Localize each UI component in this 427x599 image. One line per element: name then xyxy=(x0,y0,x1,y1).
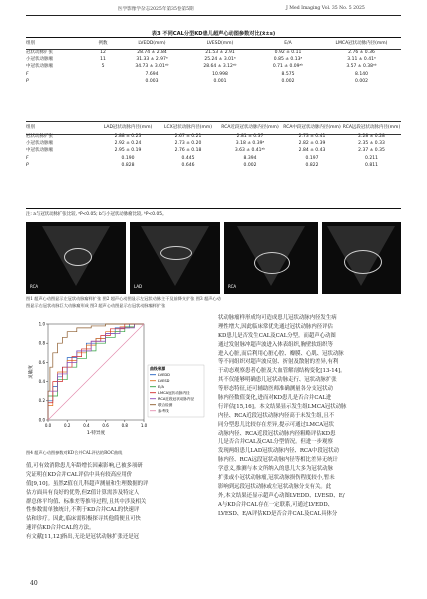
legend-entry: LVEDD xyxy=(158,373,170,377)
text-line: 等不同组织对超声波反射、折射及散射的差异,有利 xyxy=(218,359,339,366)
text-line: A与KD合并CAL存在一定联系,可通过LVEDD、 xyxy=(218,501,334,508)
roc-chart xyxy=(26,318,208,448)
roc-figure xyxy=(26,318,208,448)
text-line: KD患儿是否发生CAL及CAL分型。而超声心动图 xyxy=(218,332,336,339)
text-line: 其不仅能够明确患儿冠状动脉走行、冠状动脉扩张 xyxy=(218,377,337,384)
row-label: 冠状动脉扩张 xyxy=(26,134,53,139)
text-line: 动脉内径、RCA近段冠状动脉内径粗略评估KD患 xyxy=(218,430,336,437)
table-cell: 10.998 xyxy=(212,71,228,77)
text-line: 有文献[11,12]指出,无论是冠状动脉扩张还是冠 xyxy=(26,534,139,541)
x-tick-label: 0.6 xyxy=(102,423,109,428)
table3-part1 xyxy=(26,38,401,85)
table-cell: 0.003 xyxy=(145,78,159,84)
table-cell: 7.694 xyxy=(145,71,159,77)
table-cell: 28.64 ± 3.12ᵃᵇ xyxy=(203,64,237,70)
row-label: 中冠状动脉瘤 xyxy=(26,64,53,70)
x-tick-label: 0.8 xyxy=(121,423,128,428)
table-cell: 2.95 ± 0.19 xyxy=(114,148,142,154)
table-cell: 2.37 ± 0.35 xyxy=(358,148,385,154)
row-label: 冠状动脉扩张 xyxy=(26,50,53,55)
x-tick-label: 0.4 xyxy=(83,423,90,428)
legend-entry: RCA近段冠状动脉内径 xyxy=(158,397,195,401)
table-cell: 8.140 xyxy=(355,71,368,77)
figure1-echo-image xyxy=(26,222,126,294)
table-cell: 2.84 ± 0.43 xyxy=(298,148,326,154)
table-cell: 2.92 ± 0.24 xyxy=(114,141,142,147)
row-label: 小冠状动脉瘤 xyxy=(26,141,53,147)
figure2-tag: LAD xyxy=(134,284,143,289)
table-row xyxy=(26,162,401,169)
table-cell xyxy=(88,71,118,78)
x-tick-label: 0.2 xyxy=(64,423,71,428)
table-cell: 3.63 ± 0.41ᵃᵇ xyxy=(234,148,266,154)
table-cell: 3.18 ± 0.39ᵃ xyxy=(235,141,265,147)
row-label: F xyxy=(26,155,29,161)
table-cell: 0.211 xyxy=(365,155,378,161)
text-line: 估方面具有良好的优势,但Z值计算需涉及特定人 xyxy=(26,489,140,496)
text-line: 扩张或小冠状动脉瘤,冠状动脉损伤程度较小,暂未 xyxy=(218,475,335,482)
col-header: LMCA冠状动脉内径(mm) xyxy=(335,41,388,46)
col-header: 例数 xyxy=(98,41,108,46)
table-cell: 2.76 ± 0.18 xyxy=(174,148,202,154)
legend-entry: LVESD xyxy=(158,379,170,383)
y-tick-label: 0.8 xyxy=(38,340,45,346)
table3-caption: 表3 不同CAL分型KD患儿超声心动图参数对比(x̄±s) xyxy=(151,31,276,37)
y-axis-label: 灵敏度 xyxy=(29,365,34,379)
text-line: 通过发射脉冲超声波进入体表组织,胸壁软组织等 xyxy=(218,341,333,348)
text-line: 同分型患儿比较存在差异,提示可通过LMCA冠状 xyxy=(218,421,334,428)
row-label: 中冠状动脉瘤 xyxy=(26,148,53,154)
header-rule xyxy=(26,15,401,16)
x-tick-label: 0.0 xyxy=(44,423,52,428)
text-line: 于动态观察患者心脏及大血管解剖结构变化[13-14]。 xyxy=(218,368,346,375)
col-header: LVEDD(mm) xyxy=(138,41,166,46)
table-cell xyxy=(88,78,118,85)
left-column-text xyxy=(26,462,211,542)
x-tick-label: 1.0 xyxy=(140,423,148,428)
table-cell: 25.24 ± 3.01ᵃ xyxy=(204,57,236,63)
figure1-tag: RCA xyxy=(30,284,39,289)
text-line: 值,可有效消除患儿年龄增长因素影响,已被多项研 xyxy=(26,463,143,469)
table-cell: 21.53 ± 2.91 xyxy=(205,50,235,55)
table-row xyxy=(26,49,401,56)
table-note: 注: a与冠状动脉扩张比较, ᵃP<0.05; b与小冠状动脉瘤比较, ᵇP<0.05。 xyxy=(26,212,167,217)
x-axis-label: 1-特异度 xyxy=(86,431,106,436)
table-row xyxy=(26,155,401,162)
table-header-row xyxy=(26,38,401,49)
row-label: F xyxy=(26,71,29,77)
y-tick-label: 1.0 xyxy=(38,321,45,327)
table-row xyxy=(26,140,401,147)
col-header: LCX冠状动脉内径(mm) xyxy=(163,125,212,130)
text-line: LVESD、E/A评估KD是否合并CAL及CAL具体分 xyxy=(218,510,338,517)
running-header-right: J Med Imaging Vol. 35 No. 5 2025 xyxy=(286,6,365,11)
y-tick-label: 0.4 xyxy=(38,379,45,384)
table-cell: 0.190 xyxy=(121,155,135,161)
text-line: 学意义,推测与本文所纳入的患儿大多为冠状动脉 xyxy=(218,466,333,473)
table-cell: 0.445 xyxy=(181,155,195,161)
col-header: E/A xyxy=(284,41,292,46)
table-cell: 8.575 xyxy=(281,71,295,77)
table-cell: 2.28 ± 0.28 xyxy=(358,134,385,139)
running-header-left: 医学影像学杂志2025年第35卷第5期 xyxy=(118,7,194,12)
table-row xyxy=(26,71,401,78)
text-line: 等形态特征,还可辅助医师准确测量各分支冠状动 xyxy=(218,386,333,393)
table-cell: 0.71 ± 0.09ᵃᵇ xyxy=(272,64,304,70)
figure3-echo-image xyxy=(224,222,318,294)
table-cell: 2.88 ± 0.23 xyxy=(114,134,142,139)
text-line: 脉内径数值变化,进而对KD患儿是否合并CAL进 xyxy=(218,395,332,402)
table-cell: 0.002 xyxy=(243,162,257,168)
y-tick-label: 0.2 xyxy=(38,398,45,404)
text-line: 行评估[15,16]。本文结果显示发生组LMCA冠状动脉 xyxy=(218,403,347,410)
table-cell: 34.73 ± 3.01ᵃᵇ xyxy=(135,64,169,70)
table-cell: 0.001 xyxy=(213,78,227,84)
text-line: 进入心脏,而后利用心脏心腔、瓣膜、心肌、冠状动脉 xyxy=(218,350,344,357)
table-cell: 2.73 ± 0.41 xyxy=(298,134,326,139)
table-cell: 5 xyxy=(101,64,105,70)
table-cell: 31.33 ± 2.97ᵃ xyxy=(136,57,168,63)
table-cell: 2.82 ± 0.39 xyxy=(298,141,326,147)
y-tick-label: 0.0 xyxy=(38,417,45,423)
table3-part2 xyxy=(26,122,401,169)
y-tick-label: 0.6 xyxy=(38,359,45,365)
page-number: 40 xyxy=(30,580,38,587)
col-header: 组别 xyxy=(26,125,35,130)
table-cell: 0.002 xyxy=(355,78,368,84)
text-line: 究证明在KD合并CAL评估中具有较高应用价 xyxy=(26,471,133,478)
text-line: 估和诊疗。因此,临床需积极探寻其他简便且可快 xyxy=(26,516,141,523)
col-header: RCA近段冠状动脉内径(mm) xyxy=(221,125,279,130)
legend-entry: LMCA冠状动脉内径 xyxy=(158,391,190,395)
table-cell: 3.57 ± 0.38ᵃᵇ xyxy=(346,64,377,70)
table-header-rule xyxy=(26,134,401,135)
table-cell: 28.74 ± 2.84 xyxy=(137,50,167,55)
text-line: 外,本文结果还显示超声心动图LVEDD、LVESD、E/ xyxy=(218,492,345,499)
figure3b-echo-image xyxy=(322,222,401,294)
text-line: 速评估KD合并CAL的方法。 xyxy=(26,525,95,532)
text-line: 状动脉瘤样形成均可造成患儿冠状动脉内径发生病 xyxy=(218,315,337,321)
table-header-row xyxy=(26,122,401,133)
legend-entry: 参考线 xyxy=(158,409,169,413)
text-line: 值[9,10]。虽然Z值在儿科超声测量和生理数据的评 xyxy=(26,480,149,487)
text-line: 内径、RCA近段冠状动脉内径高于未发生组,且不 xyxy=(218,412,335,419)
table-cell: 0.646 xyxy=(181,162,195,168)
table-cell: 12 xyxy=(100,50,106,55)
text-line: 性参数需单独统计,不利于KD合并CAL的快速评 xyxy=(26,507,140,514)
right-column-text xyxy=(218,314,403,518)
table-cell: 2.67 ± 0.21 xyxy=(174,134,202,139)
table-row xyxy=(26,63,401,70)
col-header: LAD冠状动脉内径(mm) xyxy=(103,125,153,130)
legend-entry: 联合检测 xyxy=(158,403,173,407)
table-cell: 0.92 ± 0.11 xyxy=(274,50,302,55)
col-header: LVESD(mm) xyxy=(206,41,234,46)
row-label: P xyxy=(26,162,29,168)
text-line: 理性增大,因此临床常优先通过冠状动脉内径评估 xyxy=(218,323,333,330)
table-cell: 0.197 xyxy=(305,155,319,161)
table-cell: 0.822 xyxy=(305,162,319,168)
table-cell: 0.85 ± 0.13ᵃ xyxy=(273,57,303,63)
table-bottom-rule xyxy=(26,208,401,209)
table-cell: 0.828 xyxy=(121,162,135,168)
text-line: 群总体平均值、标准差等推导过程,且其中涉及相关 xyxy=(26,498,147,505)
figure2-echo-image xyxy=(130,222,220,294)
col-header: RCA中段冠状动脉内径(mm) xyxy=(283,125,341,130)
table-header-rule xyxy=(26,49,401,50)
table-cell: 11 xyxy=(100,57,106,63)
figures-caption-line2: 图显示右冠状动脉巨大动脉瘤形成 图3 超声心动图显示右冠状动脉瘤样扩张 xyxy=(26,303,166,308)
table-row xyxy=(26,147,401,154)
col-header: RCA远段冠状动脉内径(mm) xyxy=(342,125,401,130)
table-row xyxy=(26,56,401,63)
table-cell: 2.81 ± 0.37 xyxy=(236,134,264,139)
table-cell: 8.394 xyxy=(243,155,257,161)
table-cell: 0.811 xyxy=(365,162,378,168)
text-line: 儿是否合并CAL及CAL分型情况。但进一步观察 xyxy=(218,439,333,446)
table-cell: 3.11 ± 0.41ᵃ xyxy=(347,57,376,63)
table-cell: 0.002 xyxy=(281,78,295,84)
figures-caption-line1: 图1 超声心动图显示左冠状动脉瘤样扩张 图2 超声心动图显示左冠状动脉主干及前降支扩张 图3 超声心动 xyxy=(26,296,221,301)
figure3-tag: RCA xyxy=(228,284,237,289)
table-cell: 2.73 ± 0.20 xyxy=(174,141,202,147)
row-label: 小冠状动脉瘤 xyxy=(26,57,53,63)
table-cell: 2.35 ± 0.33 xyxy=(358,141,385,147)
table-cell: 2.76 ± 0.36 xyxy=(348,50,375,55)
legend-title: 曲线来源 xyxy=(150,366,166,371)
roc-caption: 图4 超声心动图参数对KD合并CAL评估的ROC曲线 xyxy=(26,450,123,455)
text-line: 脉内径、RCA远段冠状动脉内径等相比差异无统计 xyxy=(218,457,338,464)
text-line: 影响到远段冠状动脉或左冠状动脉分支有关。此 xyxy=(218,483,332,490)
col-header: 组别 xyxy=(26,41,35,46)
row-label: P xyxy=(26,78,29,84)
text-line: 发现两组患儿LAD冠状动脉内径、RCA中段冠状动 xyxy=(218,448,339,455)
table-row xyxy=(26,78,401,85)
legend-entry: E/A xyxy=(158,385,164,389)
